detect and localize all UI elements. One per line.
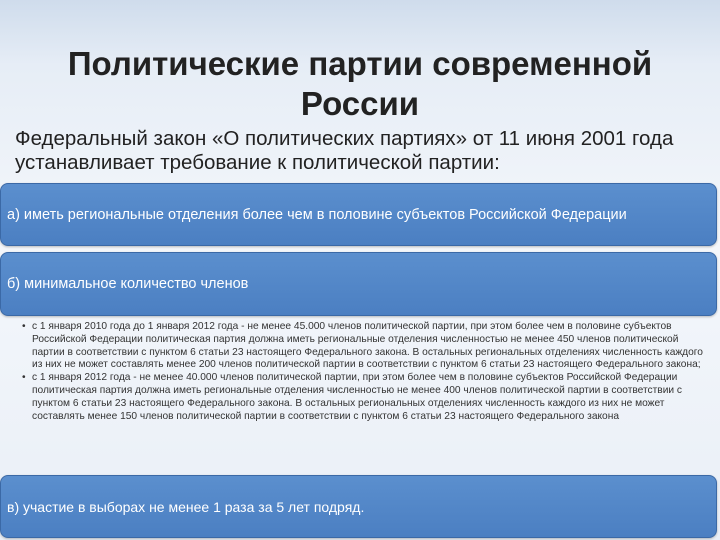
membership-detail-item (20, 372, 705, 423)
requirement-c-text: в) участие в выборах не менее 1 раза за 5 лет подряд. (7, 498, 365, 515)
intro-text: Федеральный закон «О политических партиях» от 11 июня 2001 года устанавливает требование к политической партии: (15, 127, 674, 174)
membership-detail-text: с 1 января 2010 года до 1 января 2012 года - не менее 45.000 членов политической партии, при этом более чем в половине субъектов Российской Федерации политическая партия должна иметь региональные отделения численностью не менее 450 членов политической партии в соответствии с пунктом 6 статьи 23 настоящего Федерального закона. В остальных региональных отделениях численность каждого из них не может составлять менее 200 членов политической партии в соответствии с пунктом 6 статьи 23 настоящего Федерального закона; (32, 321, 703, 371)
slide-title-line-2: России (300, 85, 420, 123)
bullet-icon: • (22, 372, 26, 384)
requirement-a-text: а) иметь региональные отделения более чем в половине субъектов Российской Федерации (7, 206, 627, 223)
requirement-c-box (0, 475, 717, 538)
requirement-a-box (0, 183, 717, 246)
requirement-b-box (0, 252, 717, 316)
slide-title-line-1: Политические партии современной (67, 45, 653, 83)
membership-detail-item (20, 321, 705, 372)
requirement-b-text: б) минимальное количество членов (7, 276, 249, 292)
membership-details-list (20, 321, 705, 423)
bullet-icon: • (22, 321, 26, 332)
membership-detail-text: с 1 января 2012 года - не менее 40.000 членов политической партии, при этом более чем в половине субъектов Российской Федерации политическая партия должна иметь региональные отделения численностью не менее 400 членов политической партии в соответствии с пунктом 6 статьи 23 настоящего Федерального закона. В остальных региональных отделениях численность каждого из них не может составлять менее 150 членов политической партии в соответствии с пунктом 6 статьи 23 настоящего Федерального закона (32, 372, 683, 422)
slide-title (0, 44, 720, 124)
